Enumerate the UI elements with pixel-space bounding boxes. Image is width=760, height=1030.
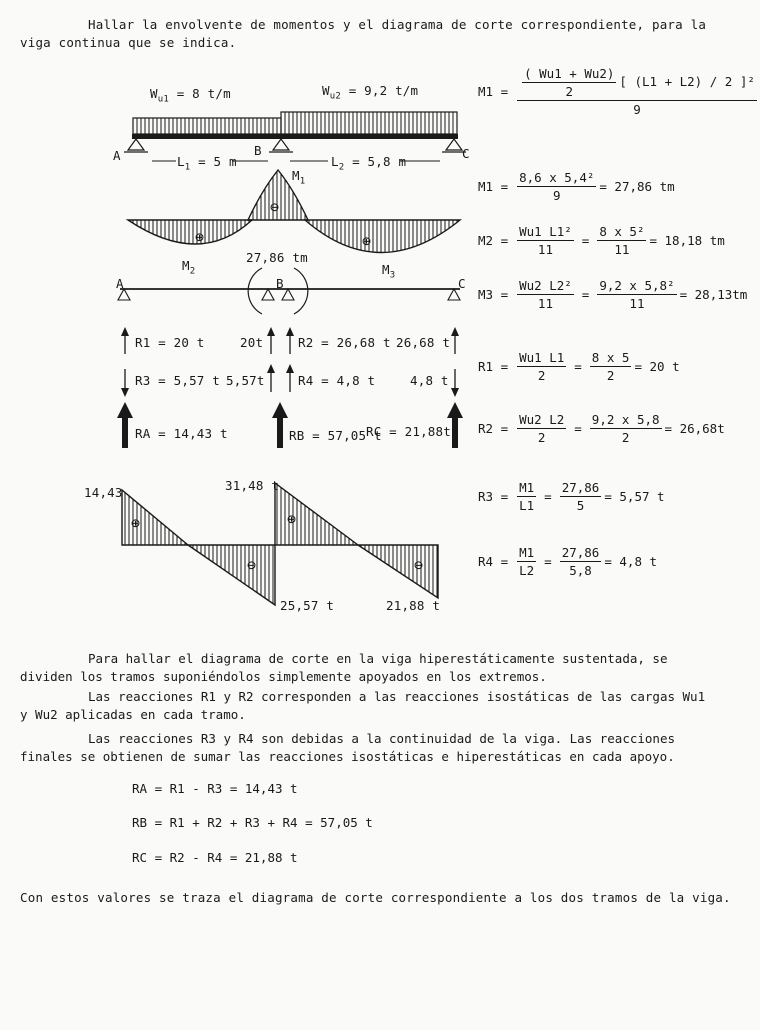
formula-r4-den1: L2 xyxy=(519,563,535,578)
shear-negative-sign-2: ⊖ xyxy=(414,556,424,574)
formula-r3-num2: 27,86 xyxy=(561,480,600,495)
moment-positive-span1 xyxy=(128,220,252,244)
reaction-r2-left: R2 = 26,68 t xyxy=(298,335,391,350)
closing-sentence: Con estos valores se traza el diagrama de corte correspondiente a los dos tramos de la viga. xyxy=(20,890,731,905)
formula-m3-den1: 11 xyxy=(537,296,553,311)
formula-r2-num2: 9,2 x 5,8 xyxy=(591,412,660,427)
shear-value-b-right: 31,48 t xyxy=(225,478,280,493)
load-label-wu1: $W_{u1} = 8$ t/m xyxy=(150,86,231,105)
shear-value-c: 21,88 t xyxy=(386,598,441,613)
free-body-beam xyxy=(118,268,460,314)
formula-r3-result: = 5,57 t xyxy=(604,489,665,504)
formula-m1-general-num-a: ( Wu1 + Wu2) xyxy=(524,66,615,81)
formula-m1-general-num-b: 2 xyxy=(565,84,574,99)
formula-r4-frac1 xyxy=(517,545,536,578)
paragraph-isostatic: Las reacciones R1 y R2 corresponden a las reacciones isostáticas de las cargas Wu1 y Wu2 aplicadas en cada tramo. xyxy=(20,689,706,722)
reaction-r1-right: 20t xyxy=(240,335,264,350)
fb-support-b-label: B xyxy=(276,276,284,291)
formula-m1-general-lhs: M1 = xyxy=(478,84,509,99)
shear-negative-sign-1: ⊖ xyxy=(247,556,257,574)
reaction-r1-left: R1 = 20 t xyxy=(135,335,205,350)
formula-m3-result: = 28,13tm xyxy=(679,287,748,302)
reaction-r4-right: 4,8 t xyxy=(410,373,449,388)
formula-r2-den2: 2 xyxy=(621,430,630,445)
formula-m1-num: 8,6 x 5,4² xyxy=(519,170,595,185)
formula-m2 xyxy=(478,224,725,257)
span-l2-label: $L_2 = 5,8$ m xyxy=(331,154,407,173)
moment-m2-label: $M_2$ xyxy=(182,258,196,277)
formula-r1-lhs: R1 = xyxy=(478,359,509,374)
shear-value-a: 14,43 xyxy=(84,485,123,500)
formula-r3-lhs: R3 = xyxy=(478,489,509,504)
formula-m3-num2: 9,2 x 5,8² xyxy=(599,278,675,293)
formula-r3-den2: 5 xyxy=(576,498,585,513)
formula-m2-result: = 18,18 tm xyxy=(649,233,725,248)
moment-negative-sign: ⊖ xyxy=(270,198,280,216)
formula-r4-num1: M1 xyxy=(519,545,535,560)
reaction-ra: RA = 14,43 t xyxy=(135,426,228,441)
reaction-r3-right: 5,57t xyxy=(226,373,265,388)
formula-r1-num2: 8 x 5 xyxy=(591,350,630,365)
formula-m1-result: = 27,86 tm xyxy=(599,179,675,194)
formula-m2-num1: Wu1 L1² xyxy=(519,224,572,239)
reaction-rc: RC = 21,88t xyxy=(366,424,451,439)
moment-m3-label: $M_3$ xyxy=(382,262,396,281)
formula-r3-den1: L1 xyxy=(519,498,535,513)
formula-r4-frac2 xyxy=(560,545,602,578)
formula-r1-num1: Wu1 L1 xyxy=(519,350,565,365)
reaction-r2-right: 26,68 t xyxy=(396,335,451,350)
formula-r4-num2: 27,86 xyxy=(561,545,600,560)
formula-r2-frac1 xyxy=(517,412,566,445)
support-a-label: A xyxy=(113,148,121,163)
final-reaction-rc: RC = R2 - R4 = 21,88 t xyxy=(132,850,298,865)
support-a xyxy=(124,139,148,152)
formula-r3 xyxy=(478,480,665,513)
shear-negative-span2 xyxy=(358,545,438,598)
shear-negative-span1 xyxy=(188,545,275,605)
distributed-load-wu2 xyxy=(281,112,457,134)
moment-m1-label: $M_1$ xyxy=(292,168,306,187)
beam xyxy=(132,134,458,139)
formula-m2-frac1 xyxy=(517,224,574,257)
formula-r2-den1: 2 xyxy=(537,430,546,445)
formula-m1-general-num-c: [ (L1 + L2) / 2 ]² xyxy=(619,74,755,89)
formula-r4 xyxy=(478,545,657,578)
moment-arrow-right xyxy=(294,268,308,314)
formula-r2 xyxy=(478,412,725,445)
shear-positive-sign-1: ⊕ xyxy=(131,514,141,532)
load-label-wu2: $W_{u2} = 9,2$ t/m xyxy=(322,83,419,102)
formula-r4-eq: = xyxy=(544,554,552,569)
formula-r1-den2: 2 xyxy=(606,368,615,383)
formula-m1-general-num xyxy=(517,66,757,101)
moment-arrow-left xyxy=(248,268,262,314)
fb-support-a-label: A xyxy=(116,276,124,291)
moment-positive-sign-2: ⊕ xyxy=(362,232,372,250)
paragraph-method: Para hallar el diagrama de corte en la viga hiperestáticamente sustentada, se dividen los tramos suponiéndolos simplemente apoyados en los extremos. xyxy=(20,651,668,684)
formula-r3-eq: = xyxy=(544,489,552,504)
shear-value-b-left: 25,57 t xyxy=(280,598,335,613)
formula-m2-num2: 8 x 5² xyxy=(599,224,645,239)
formula-m1-den: 9 xyxy=(552,188,561,203)
formula-m2-den1: 11 xyxy=(537,242,553,257)
formula-r1-frac1 xyxy=(517,350,566,383)
formula-r4-lhs: R4 = xyxy=(478,554,509,569)
formula-m1-frac xyxy=(517,170,596,203)
support-b-label: B xyxy=(254,143,262,158)
formula-r4-result: = 4,8 t xyxy=(604,554,658,569)
formula-m1-lhs: M1 = xyxy=(478,179,509,194)
formula-m1-general-frac xyxy=(517,66,757,117)
formula-m3-lhs: M3 = xyxy=(478,287,509,302)
formula-m3-den2: 11 xyxy=(629,296,645,311)
load-diagram xyxy=(124,112,466,161)
problem-statement: Hallar la envolvente de momentos y el diagrama de corte correspondiente, para la viga continua que se indica. xyxy=(20,17,707,50)
formula-m3-eq: = xyxy=(581,287,590,302)
formula-r2-result: = 26,68t xyxy=(664,421,725,436)
final-reaction-ra: RA = R1 - R3 = 14,43 t xyxy=(132,781,298,796)
moment-positive-sign-1: ⊕ xyxy=(195,228,205,246)
shear-positive-sign-2: ⊕ xyxy=(287,510,297,528)
formula-m3-num1: Wu2 L2² xyxy=(519,278,572,293)
formula-m2-eq: = xyxy=(581,233,590,248)
formula-r2-num1: Wu2 L2 xyxy=(519,412,565,427)
formula-r1 xyxy=(478,350,680,383)
formula-r4-den2: 5,8 xyxy=(569,563,592,578)
reaction-rb: RB = 57,05 t xyxy=(289,428,382,443)
formula-r2-frac2 xyxy=(590,412,662,445)
formula-r2-eq: = xyxy=(574,421,582,436)
paragraph-continuity: Las reacciones R3 y R4 son debidas a la continuidad de la viga. Las reacciones finales se obtienen de sumar las reacciones isostáticas e hiperestáticas en cada apoyo. xyxy=(20,731,675,764)
formula-m1 xyxy=(478,170,675,203)
formula-m3-frac1 xyxy=(517,278,574,311)
reaction-r4-left: R4 = 4,8 t xyxy=(298,373,376,388)
formula-r1-den1: 2 xyxy=(537,368,546,383)
continuity-moment-label: 27,86 tm xyxy=(246,250,308,265)
formula-r3-frac1 xyxy=(517,480,536,513)
final-reaction-rb: RB = R1 + R2 + R3 + R4 = 57,05 t xyxy=(132,815,373,830)
distributed-load-wu1 xyxy=(133,118,281,134)
formula-r1-eq: = xyxy=(574,359,582,374)
formula-r2-lhs: R2 = xyxy=(478,421,509,436)
formula-m1-general xyxy=(478,66,760,117)
formula-m2-den2: 11 xyxy=(614,242,630,257)
span-l1-label: $L_1 = 5$ m xyxy=(177,154,237,173)
formula-r1-result: = 20 t xyxy=(634,359,680,374)
support-c-label: C xyxy=(462,146,470,161)
shear-diagram xyxy=(122,483,438,605)
formula-m2-frac2 xyxy=(597,224,646,257)
formula-m3 xyxy=(478,278,747,311)
fb-support-c-label: C xyxy=(458,276,466,291)
formula-m1-general-den: 9 xyxy=(633,102,641,117)
formula-r1-frac2 xyxy=(590,350,632,383)
reaction-r3-left: R3 = 5,57 t xyxy=(135,373,220,388)
formula-m3-frac2 xyxy=(597,278,676,311)
formula-m2-lhs: M2 = xyxy=(478,233,509,248)
support-b xyxy=(269,139,293,152)
moment-positive-span2 xyxy=(305,220,460,253)
formula-r3-num1: M1 xyxy=(519,480,535,495)
formula-r3-frac2 xyxy=(560,480,602,513)
